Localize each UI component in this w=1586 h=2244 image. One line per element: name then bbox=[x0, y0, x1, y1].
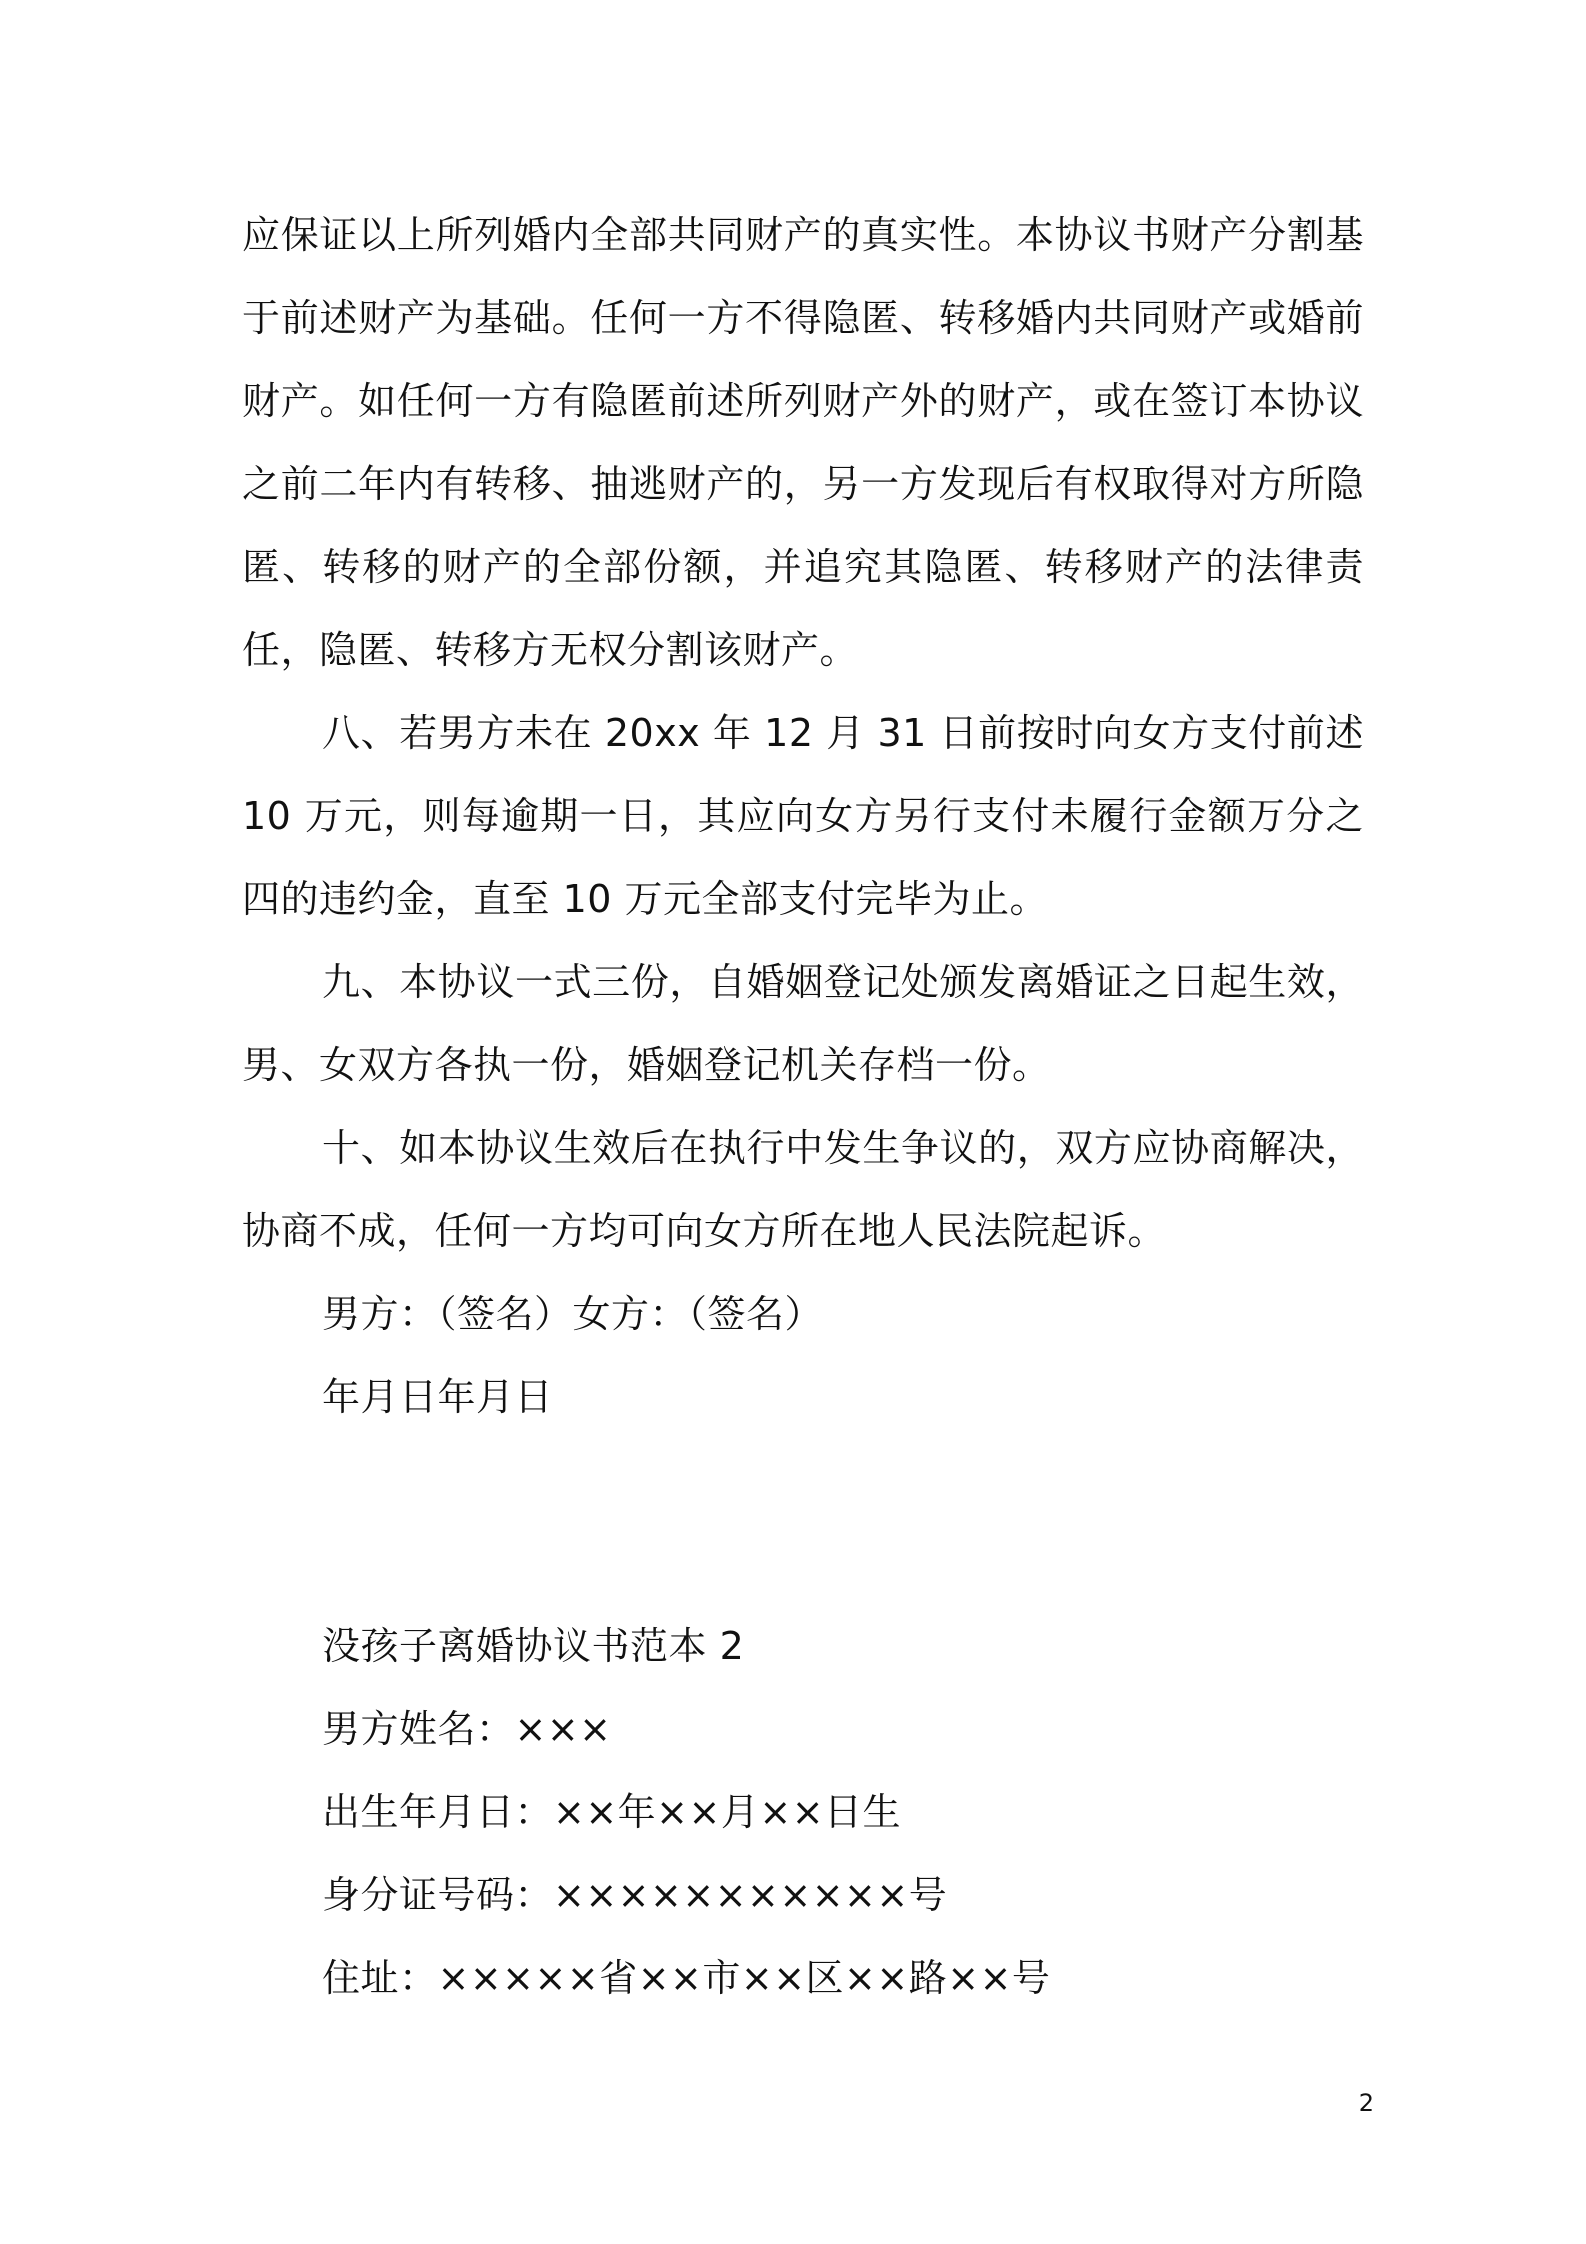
field-male-name: 男方姓名：××× bbox=[322, 1707, 612, 1751]
field-address: 住址：×××××省××市××区××路××号 bbox=[322, 1956, 1051, 2000]
paragraph-clause-9: 九、本协议一式三份，自婚姻登记处颁发离婚证之日起生效，男、女双方各执一份，婚姻登记机关存档一份。 bbox=[242, 960, 1364, 1087]
field-birth-date: 出生年月日：××年××月××日生 bbox=[322, 1790, 902, 1834]
paragraph-clause-10: 十、如本协议生效后在执行中发生争议的，双方应协商解决，协商不成，任何一方均可向女方所在地人民法院起诉。 bbox=[242, 1126, 1364, 1253]
section-spacer bbox=[242, 1439, 1364, 1605]
section-title: 没孩子离婚协议书范本 2 bbox=[322, 1624, 745, 1668]
date-line: 年月日年月日 bbox=[322, 1375, 554, 1419]
page-number: 2 bbox=[1358, 2089, 1374, 2117]
paragraph-clause-8: 八、若男方未在 20xx 年 12 月 31 日前按时向女方支付前述 10 万元，则每逾期一日，其应向女方另行支付未履行金额万分之四的违约金，直至 10 万元全部支付完毕为止。 bbox=[242, 711, 1364, 921]
paragraph-property-clause: 应保证以上所列婚内全部共同财产的真实性。本协议书财产分割基于前述财产为基础。任何一方不得隐匿、转移婚内共同财产或婚前财产。如任何一方有隐匿前述所列财产外的财产，或在签订本协议之前二年内有转移、抽逃财产的，另一方发现后有权取得对方所隐匿、转移的财产的全部份额，并追究其隐匿、转移财产的法律责任，隐匿、转移方无权分割该财产。 bbox=[242, 213, 1364, 672]
field-id-number: 身分证号码：×××××××××××号 bbox=[322, 1873, 948, 1917]
signature-line: 男方：（签名）女方：（签名） bbox=[322, 1292, 824, 1336]
document-body bbox=[242, 194, 1364, 2020]
